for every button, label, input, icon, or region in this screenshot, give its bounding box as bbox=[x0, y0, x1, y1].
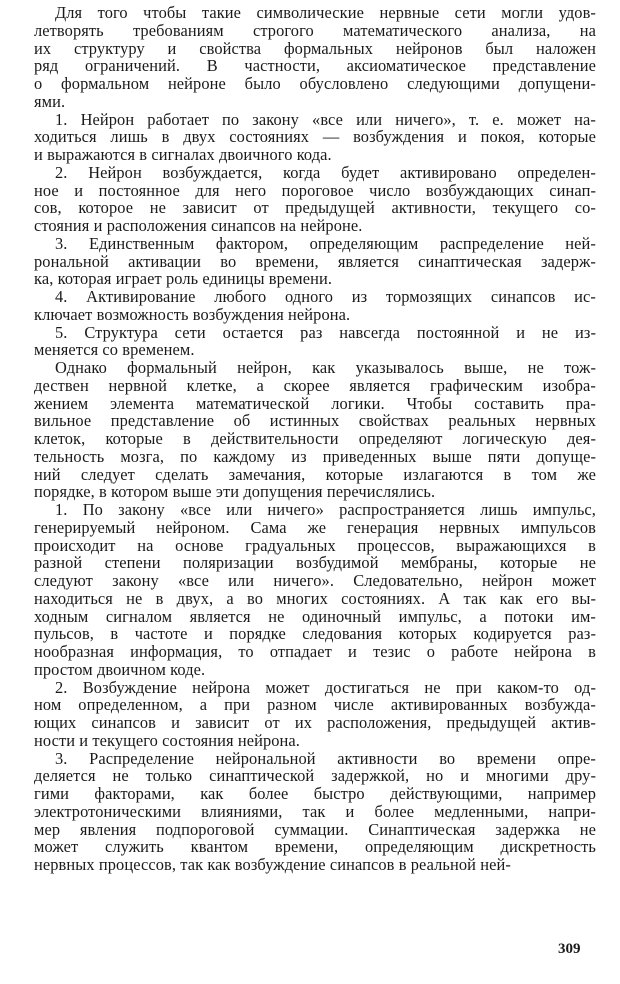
text-line: может служить квантом времени, определяющим дискретность bbox=[34, 837, 596, 857]
text-line: жением элемента математической логики. Чтобы составить пра- bbox=[34, 393, 596, 413]
paragraph-axiom-5 bbox=[34, 324, 596, 360]
text-line: и выражаются в сигналах двоичного кода. bbox=[34, 145, 332, 164]
page-number: 309 bbox=[558, 941, 581, 957]
paragraph-axiom-4 bbox=[34, 288, 596, 324]
text-line: вильное представление об истинных свойствах реальных нервных bbox=[34, 411, 596, 431]
text-line: происходит на основе градуальных процессов, выражающихся в bbox=[34, 535, 596, 555]
text-line: Однако формальный нейрон, как указывалось выше, не тож- bbox=[55, 358, 596, 377]
text-line: их структуру и свойства формальных нейронов был наложен bbox=[34, 38, 596, 58]
text-line: меняется со временем. bbox=[34, 340, 195, 360]
text-line: простом двоичном коде. bbox=[34, 659, 206, 679]
text-line: летворять требованиям строгого математического анализа, на bbox=[34, 20, 596, 40]
text-line: пульсов, в частоте и порядке следования которых кодируется раз- bbox=[34, 624, 596, 644]
text-line: ном определенном, а при разном числе активированных возбужда- bbox=[34, 695, 596, 715]
text-line: 2. Возбуждение нейрона может достигаться не при каком-то од- bbox=[55, 677, 596, 697]
text-line: 2. Нейрон возбуждается, когда будет активировано определен- bbox=[55, 162, 596, 182]
text-line: разной степени поляризации возбудимой мембраны, которые не bbox=[34, 553, 596, 573]
text-line: стояния и расположения синапсов на нейроне. bbox=[34, 216, 363, 235]
paragraph-however bbox=[34, 359, 596, 501]
paragraph-remark-1 bbox=[34, 501, 596, 679]
text-line: о формальном нейроне было обусловлено следующими допущени- bbox=[34, 74, 596, 93]
text-line: 1. Нейрон работает по закону «все или ничего», т. е. может на- bbox=[55, 109, 596, 129]
text-line: рональной активации во времени, является синаптическая задерж- bbox=[34, 251, 596, 271]
text-line: нообразная информация, то отпадает и тезис о работе нейрона в bbox=[34, 642, 596, 661]
text-line: 3. Единственным фактором, определяющим распределение ней- bbox=[55, 233, 596, 253]
text-line: ний следует сделать замечания, которые излагаются в том же bbox=[34, 464, 596, 484]
text-line: находиться не в двух, а во многих состояниях. А так как его вы- bbox=[34, 588, 596, 608]
text-line: электротоническими влияниями, так и более медленными, напри- bbox=[34, 801, 596, 821]
text-line: порядке, в котором выше эти допущения перечислялись. bbox=[34, 482, 436, 502]
text-line: тельность мозга, по каждому из приведенных выше пяти допуще- bbox=[34, 446, 596, 466]
text-line: деляется не только синаптической задержкой, но и многими дру- bbox=[34, 766, 596, 786]
text-line: следуют закону «все или ничего». Следовательно, нейрон может bbox=[34, 571, 596, 590]
text-line: ное и постоянное для него пороговое число возбуждающих синап- bbox=[34, 180, 596, 200]
text-line: ности и текущего состояния нейрона. bbox=[34, 730, 300, 750]
text-line: мер явления подпороговой суммации. Синаптическая задержка не bbox=[34, 819, 596, 839]
text-line: 1. По закону «все или ничего» распространяется лишь импульс, bbox=[55, 500, 596, 519]
text-line: гими факторами, как более быстро действующими, например bbox=[34, 784, 596, 803]
text-line: ходиться лишь в двух состояниях — возбуждения и покоя, которые bbox=[34, 127, 596, 147]
paragraph-intro bbox=[34, 4, 596, 111]
paragraph-remark-3 bbox=[34, 750, 596, 874]
text-line: ходным сигналом является не одиночный импульс, а потоки им- bbox=[34, 606, 596, 626]
paragraph-remark-2 bbox=[34, 679, 596, 750]
text-line: генерируемый нейроном. Сама же генерация нервных импульсов bbox=[34, 517, 596, 537]
text-line: ряд ограничений. В частности, аксиоматическое представление bbox=[34, 56, 596, 76]
text-line: 3. Распределение нейрональной активности во времени опре- bbox=[55, 748, 596, 768]
text-line: 4. Активирование любого одного из тормозящих синапсов ис- bbox=[55, 287, 596, 306]
text-line: 5. Структура сети остается раз навсегда постоянной и не из- bbox=[55, 322, 596, 342]
text-line: дествен нервной клетке, а скорее является графическим изобра- bbox=[34, 375, 596, 395]
text-line: нервных процессов, так как возбуждение синапсов в реальной ней- bbox=[34, 855, 511, 874]
page-body-text bbox=[34, 4, 596, 874]
text-line: сов, которое не зависит от предыдущей активности, текущего со- bbox=[34, 198, 596, 218]
text-line: ющих синапсов и зависит от их расположения, предыдущей актив- bbox=[34, 713, 596, 732]
text-line: ями. bbox=[34, 91, 66, 111]
text-line: Для того чтобы такие символические нервные сети могли удов- bbox=[55, 3, 596, 22]
paragraph-axiom-2 bbox=[34, 164, 596, 235]
paragraph-axiom-3 bbox=[34, 235, 596, 288]
text-line: ка, которая играет роль единицы времени. bbox=[34, 269, 333, 289]
text-line: клеток, которые в действительности определяют логическую дея- bbox=[34, 429, 596, 448]
text-line: ключает возможность возбуждения нейрона. bbox=[34, 304, 351, 324]
paragraph-axiom-1 bbox=[34, 111, 596, 164]
